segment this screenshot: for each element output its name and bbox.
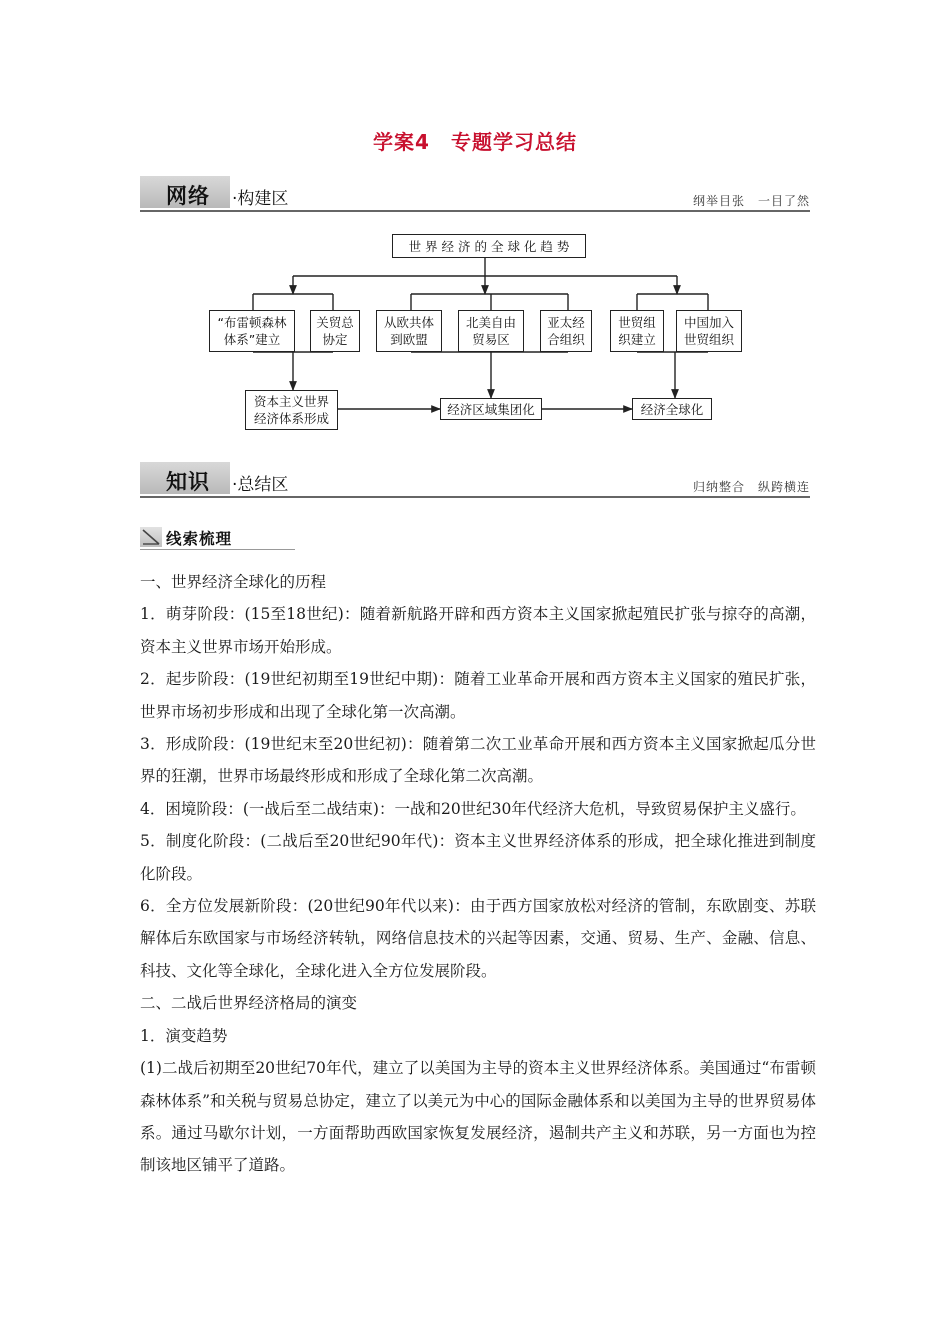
banner-heading: 知识 [166, 470, 210, 494]
eu-node: 从欧共体 到欧盟 [376, 310, 442, 352]
regional-node: 经济区域集团化 [440, 398, 542, 420]
banner-heading: 网络 [166, 184, 210, 208]
nafta-node: 北美自由 贸易区 [458, 310, 524, 352]
paragraph-stage-3: 3．形成阶段：(19世纪末至20世纪初)：随着第二次工业革命开展和西方资本主义国家掀起瓜分世界的狂潮，世界市场最终形成和形成了全球化第二次高潮。 [140, 735, 816, 786]
bretton-woods-node: “布雷顿森林 体系”建立 [209, 310, 295, 352]
paragraph-stage-5: 5．制度化阶段：(二战后至20世纪90年代)：资本主义世界经济体系的形成，把全球化推进到制度化阶段。 [140, 832, 816, 883]
wto-node: 世贸组 织建立 [610, 310, 664, 352]
concept-map-connectors [0, 0, 950, 440]
apec-node: 亚太经 合组织 [540, 310, 592, 352]
globalization-node: 经济全球化 [632, 398, 712, 420]
banner-rule [140, 496, 810, 498]
subheading-trend: 1．演变趋势 [140, 1026, 228, 1045]
heading-postwar: 二、二战后世界经济格局的演变 [140, 994, 358, 1013]
section-marker-icon [140, 527, 162, 547]
banner-motto: 纲举目张 一目了然 [692, 194, 810, 208]
section-label: 线索梳理 [166, 530, 233, 548]
root-node: 世 界 经 济 的 全 球 化 趋 势 [392, 234, 586, 258]
paragraph-stage-2: 2．起步阶段：(19世纪初期至19世纪中期)：随着工业革命开展和西方资本主义国家的殖民扩张，世界市场初步形成和出现了全球化第一次高潮。 [140, 670, 816, 721]
page-title: 学案4 专题学习总结 [373, 130, 577, 154]
gatt-node: 关贸总 协定 [310, 310, 360, 352]
banner-subheading: ·构建区 [232, 189, 289, 209]
paragraph-stage-6: 6．全方位发展新阶段：(20世纪90年代以来)：由于西方国家放松对经济的管制，东欧剧变、苏联解体后东欧国家与市场经济转轨，网络信息技术的兴起等因素，交通、贸易、生产、金融、信息、科技、文化等全球化，全球化进入全方位发展阶段。 [140, 897, 816, 980]
paragraph-stage-4: 4．困境阶段：(一战后至二战结束)：一战和20世纪30年代经济大危机，导致贸易保护主义盛行。 [140, 799, 806, 818]
knowledge-banner [140, 462, 810, 498]
clue-section-heading [140, 524, 295, 552]
capitalist-system-node: 资本主义世界 经济体系形成 [245, 390, 338, 430]
paragraph-stage-1: 1．萌芽阶段：(15至18世纪)：随着新航路开辟和西方资本主义国家掀起殖民扩张与掠夺的高潮，资本主义世界市场开始形成。 [140, 605, 816, 656]
summary-text [140, 566, 816, 1182]
paragraph-trend-1: (1)二战后初期至20世纪70年代，建立了以美国为主导的资本主义世界经济体系。美国通过“布雷顿森林体系”和关税与贸易总协定，建立了以美元为中心的国际金融体系和以美国为主导的世界贸易体系。通过马歇尔计划，一方面帮助西欧国家恢复发展经济，遏制共产主义和苏联，另一方面也为控制该地区铺平了道路。 [140, 1059, 816, 1175]
section-underline [140, 549, 295, 550]
banner-subheading: ·总结区 [232, 475, 289, 495]
banner-motto: 归纳整合 纵跨横连 [692, 480, 810, 494]
heading-history: 一、世界经济全球化的历程 [140, 573, 327, 591]
china-wto-node: 中国加入 世贸组织 [676, 310, 742, 352]
